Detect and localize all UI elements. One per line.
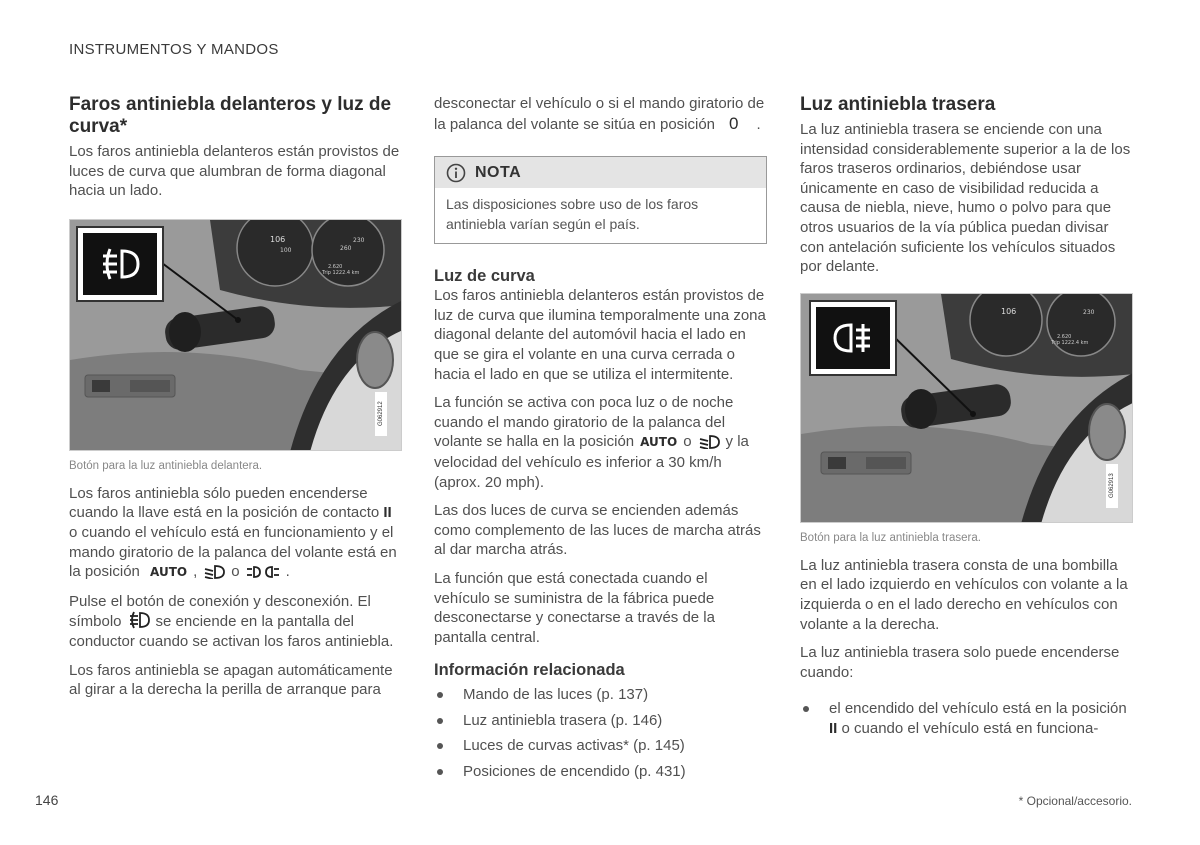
- gauge-label: 260: [340, 244, 352, 252]
- gauge-label: 2.620: [328, 263, 343, 270]
- note-title: NOTA: [475, 163, 522, 181]
- auto-symbol: AUTO: [150, 565, 188, 580]
- running-header: INSTRUMENTOS Y MANDOS: [69, 41, 279, 58]
- footnote: * Opcional/accesorio.: [1018, 794, 1132, 808]
- photo-caption: Botón para la luz antiniebla delantera.: [69, 459, 263, 472]
- note-body: Las disposiciones sobre uso de los faros antiniebla varían según el país.: [446, 196, 699, 232]
- related-link[interactable]: Luz antiniebla trasera (p. 146): [434, 708, 767, 734]
- body-paragraph: Los faros antiniebla sólo pueden encenderse cuando la llave está en la posición de contacto II o cuando el vehículo está en funcionamiento y el mando giratorio de la palanca del volante está en la posición AUTO , o .: [69, 484, 402, 583]
- column-curve-light: [434, 94, 767, 784]
- gauge-label: Trip 1222.4 km: [322, 269, 360, 276]
- rear-fog-icon-callout: [809, 300, 897, 376]
- page-number: 146: [35, 792, 59, 808]
- section-title-front-fog: Faros antiniebla delanteros y luz de curva*: [69, 94, 392, 137]
- body-paragraph: La función que está conectada cuando el vehículo se suministra de la fábrica puede desconectarse y conectarse a través de la pantalla central.: [434, 569, 715, 646]
- subheading-related-info: Información relacionada: [434, 661, 625, 680]
- column-rear-fog: [800, 94, 1134, 739]
- list-item: el encendido del vehículo está en la posición II o cuando el vehículo está en funciona-: [800, 699, 1134, 738]
- note-box: [434, 156, 767, 244]
- position-zero-symbol: 0: [729, 113, 739, 133]
- body-paragraph: La luz antiniebla trasera solo puede encenderse cuando:: [800, 644, 1120, 681]
- section-title-rear-fog: Luz antiniebla trasera: [800, 94, 996, 115]
- info-icon: [446, 163, 466, 183]
- front-fog-icon-callout: [76, 226, 164, 302]
- photo-id: G062912: [375, 392, 387, 436]
- gauge-label: 230: [1083, 308, 1095, 316]
- related-links-list: [434, 682, 767, 784]
- rear-fog-light-icon: [833, 321, 873, 355]
- rear-fog-photo: [800, 293, 1133, 523]
- gauge-label: 106: [270, 234, 286, 244]
- related-link[interactable]: Mando de las luces (p. 137): [434, 682, 767, 708]
- front-fog-photo: [69, 219, 402, 451]
- body-paragraph: La función se activa con poca luz o de noche cuando el mando giratorio de la palanca del volante se halla en la posición AUTO o y la velocidad del vehículo es inferior a 30 km/h (aprox. 20 mph).: [434, 394, 749, 491]
- body-paragraph: La luz antiniebla trasera consta de una bombilla en el lado izquierdo en vehículos con volante a la izquierda o en el lado derecho en vehículos con volante a la derecha.: [800, 556, 1128, 633]
- related-link[interactable]: Posiciones de encendido (p. 431): [434, 759, 767, 785]
- body-paragraph: desconectar el vehículo o si el mando giratorio de la palanca del volante se sitúa en posición 0 .: [434, 95, 765, 133]
- photo-id: G062913: [1106, 464, 1118, 508]
- gauge-label: 100: [280, 246, 292, 254]
- related-link[interactable]: Luces de curvas activas* (p. 145): [434, 733, 767, 759]
- gauge-label: Trip 1222.4 km: [1051, 339, 1089, 346]
- auto-symbol: AUTO: [640, 435, 678, 450]
- intro-paragraph: Los faros antiniebla delanteros están provistos de luces de curva que alumbran de forma diagonal hacia un lado.: [69, 143, 400, 200]
- body-paragraph: Los faros antiniebla se apagan automáticamente al girar a la derecha la perilla de arranque para: [69, 661, 393, 699]
- note-header: [435, 157, 766, 188]
- column-front-fog: [69, 94, 402, 700]
- photo-caption: Botón para la luz antiniebla trasera.: [800, 531, 981, 544]
- gauge-label: 106: [1001, 306, 1017, 316]
- dipped-beam-icon: [203, 565, 225, 579]
- front-fog-light-icon: [100, 247, 140, 281]
- front-fog-light-icon: [128, 611, 150, 629]
- body-paragraph: Las dos luces de curva se encienden además como complemento de las luces de marcha atrás al dar marcha atrás.: [434, 502, 761, 559]
- dipped-beam-icon: [698, 435, 720, 449]
- body-paragraph: Los faros antiniebla delanteros están provistos de luz de curva que ilumina temporalmente una zona diagonal delante del automóvil hacia el lado en que se gira el volante en una curva cerrada o hacia el lado en que se utiliza el intermitente.: [434, 287, 766, 383]
- gauge-label: 230: [353, 236, 365, 244]
- intro-paragraph: La luz antiniebla trasera se enciende con una intensidad considerablemente superior a la de los faros traseros ordinarios, debiéndose usar únicamente en caso de visibilidad reducida a causa de niebla, nieve, humo o polvo para que otros usuarios de la vía pública puedan divisar con antelación suficiente los vehículos situados por delante.: [800, 121, 1131, 276]
- gauge-label: 2.620: [1057, 333, 1072, 340]
- subheading-curve-light: Luz de curva: [434, 267, 535, 286]
- body-paragraph: Pulse el botón de conexión y desconexión. El símbolo se enciende en la pantalla del conductor cuando se activan los faros antiniebla.: [69, 592, 394, 650]
- parking-lights-icon: [246, 565, 280, 579]
